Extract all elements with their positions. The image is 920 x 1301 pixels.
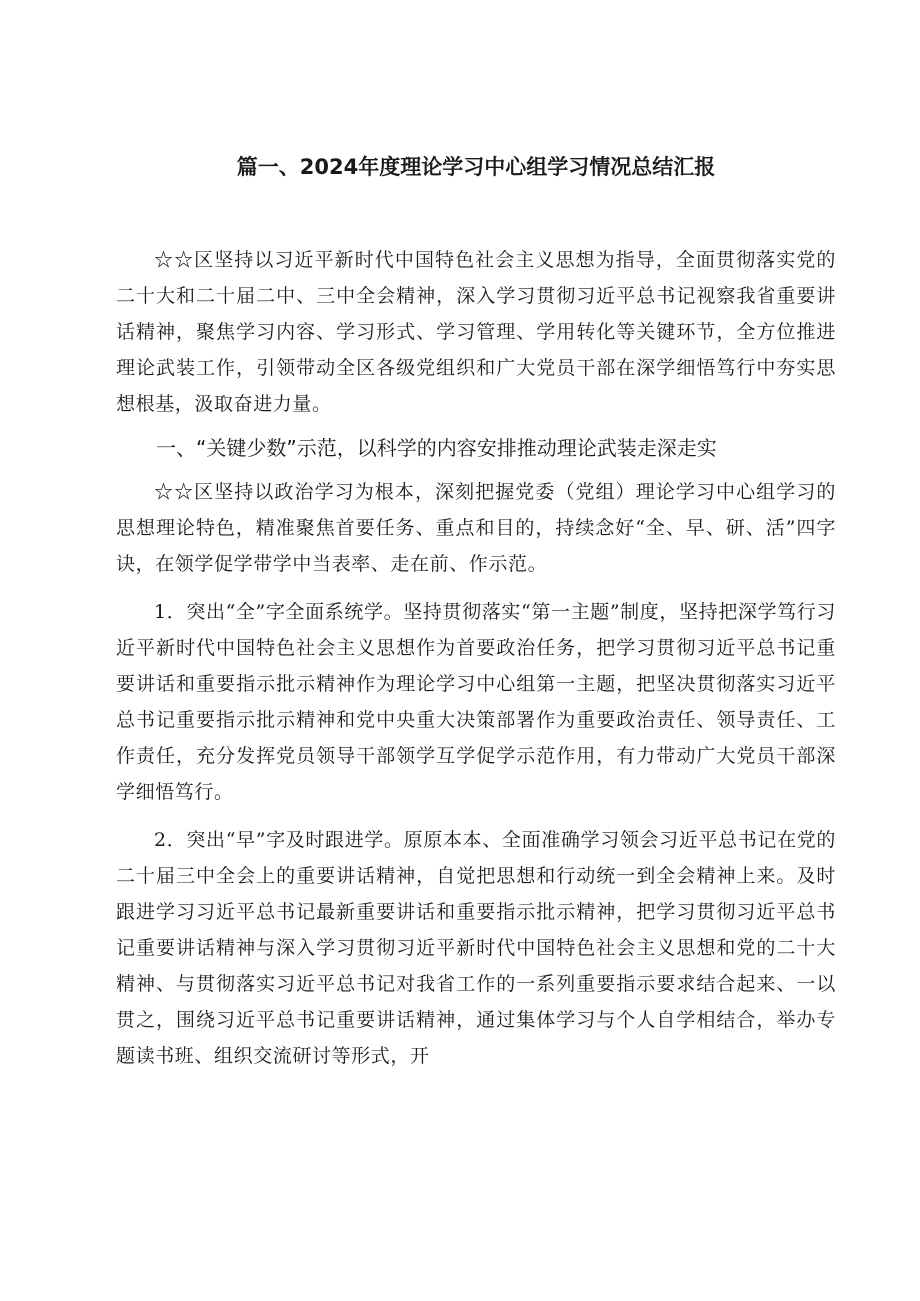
document-title: 篇一、2024年度理论学习中心组学习情况总结汇报 bbox=[236, 155, 716, 179]
intro-paragraph: ☆☆区坚持以习近平新时代中国特色社会主义思想为指导，全面贯彻落实党的二十大和二十届二中、三中全会精神，深入学习贯彻习近平总书记视察我省重要讲话精神，聚焦学习内容、学习形式、学习管理、学用转化等关键环节，全方位推进理论武装工作，引领带动全区各级党组织和广大党员干部在深学细悟笃行中夯实思想根基，汲取奋进力量。 bbox=[116, 249, 836, 415]
spacer bbox=[116, 810, 836, 822]
list-item-2: 2．突出“早”字及时跟进学。原原本本、全面准确学习领会习近平总书记在党的二十届三中全会上的重要讲话精神，自觉把思想和行动统一到全会精神上来。及时跟进学习习近平总书记最新重要讲话和重要指示批示精神，把学习贯彻习近平总书记重要讲话精神与深入学习贯彻习近平新时代中国特色社会主义思想和党的二十大精神、与贯彻落实习近平总书记对我省工作的一系列重要指示要求结合起来、一以贯之，围绕习近平总书记重要讲话精神，通过集体学习与个人自学相结合，举办专题读书班、组织交流研讨等形式，开 bbox=[116, 829, 836, 1067]
spacer bbox=[116, 582, 836, 594]
spacer bbox=[116, 466, 836, 474]
spacer bbox=[116, 422, 836, 430]
section-paragraph: ☆☆区坚持以政治学习为根本，深刻把握党委（党组）理论学习中心组学习的思想理论特色，精准聚焦首要任务、重点和目的，持续念好“全、早、研、活”四字诀，在领学促学带学中当表率、走在前、作示范。 bbox=[116, 481, 836, 575]
section-heading: 一、“关键少数”示范，以科学的内容安排推动理论武装走深走实 bbox=[156, 436, 717, 460]
list-item-1: 1．突出“全”字全面系统学。坚持贯彻落实“第一主题”制度，坚持把深学笃行习近平新时代中国特色社会主义思想作为首要政治任务，把学习贯彻习近平总书记重要讲话和重要指示批示精神作为理论学习中心组第一主题，把坚决贯彻落实习近平总书记重要指示批示精神和党中央重大决策部署作为重要政治责任、领导责任、工作责任，充分发挥党员领导干部领学互学促学示范作用，有力带动广大党员干部深学细悟笃行。 bbox=[116, 601, 836, 803]
document-body bbox=[116, 242, 836, 1074]
